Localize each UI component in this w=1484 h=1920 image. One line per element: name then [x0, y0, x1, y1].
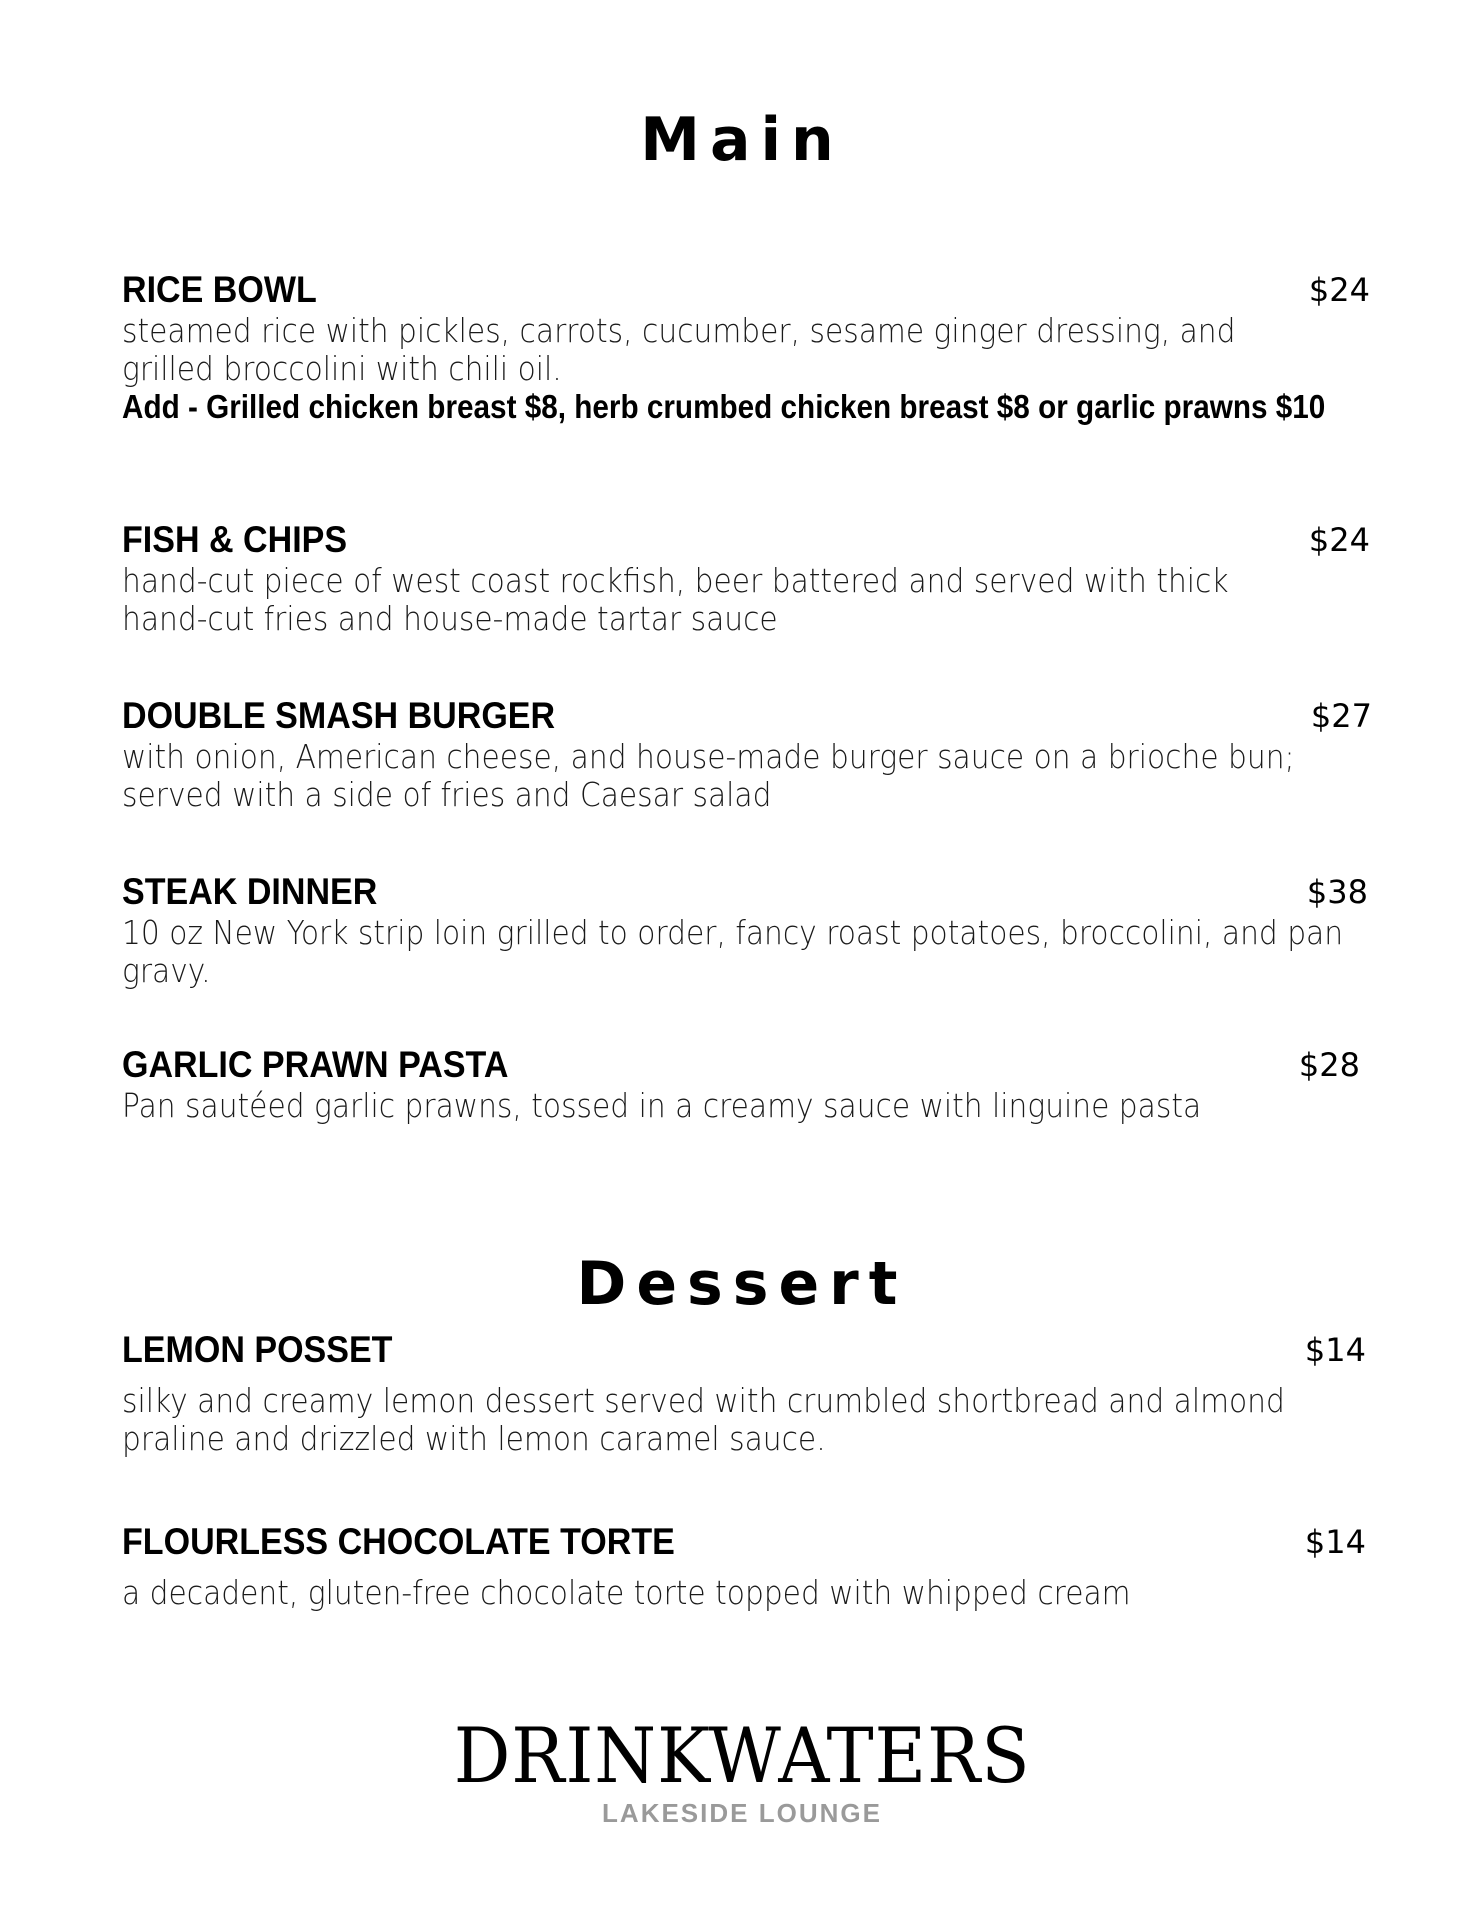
- item-price: $28: [1298, 1046, 1360, 1084]
- item-name: GARLIC PRAWN PASTA: [122, 1044, 509, 1085]
- item-name: DOUBLE SMASH BURGER: [122, 695, 556, 736]
- menu-item-flourless-chocolate-torte: [122, 1520, 1366, 1612]
- item-description: steamed rice with pickles, carrots, cucumber, sesame ginger dressing, and grilled broccolini with chili oil.: [122, 311, 1236, 388]
- item-price: $14: [1304, 1331, 1366, 1369]
- menu-item-lemon-posset: [122, 1328, 1366, 1458]
- menu-item-double-smash-burger: [122, 694, 1372, 814]
- item-name: LEMON POSSET: [122, 1329, 393, 1370]
- item-description: Pan sautéed garlic prawns, tossed in a creamy sauce with linguine pasta: [122, 1086, 1202, 1125]
- item-description: hand-cut piece of west coast rockfish, beer battered and served with thick hand-cut fries and house-made tartar sauce: [122, 561, 1229, 638]
- item-price: $27: [1310, 697, 1372, 735]
- brand-logo: [0, 1711, 1484, 1828]
- item-price: $24: [1308, 521, 1370, 559]
- section-title-main: Main: [640, 105, 844, 175]
- item-name: FLOURLESS CHOCOLATE TORTE: [122, 1521, 675, 1562]
- menu-item-steak-dinner: [122, 870, 1368, 990]
- section-title-dessert: Dessert: [576, 1249, 908, 1319]
- item-name: FISH & CHIPS: [122, 519, 348, 560]
- logo-wordmark: DRINKWATERS: [453, 1711, 1031, 1800]
- menu-item-garlic-prawn-pasta: [122, 1043, 1362, 1125]
- logo-tagline: LAKESIDE LOUNGE: [602, 1798, 882, 1828]
- item-price: $24: [1308, 271, 1370, 309]
- menu-item-fish-and-chips: [122, 518, 1370, 638]
- item-price: $38: [1306, 873, 1368, 911]
- item-description: with onion, American cheese, and house-made burger sauce on a brioche bun; served with a side of fries and Caesar salad: [122, 737, 1295, 814]
- item-description: 10 oz New York strip loin grilled to order, fancy roast potatoes, broccolini, and pan gravy.: [122, 913, 1344, 990]
- menu-item-rice-bowl: [122, 268, 1370, 426]
- item-name: STEAK DINNER: [122, 871, 378, 912]
- item-addon: Add - Grilled chicken breast $8, herb crumbed chicken breast $8 or garlic prawns $10: [122, 388, 1326, 425]
- item-description: silky and creamy lemon dessert served with crumbled shortbread and almond praline and drizzled with lemon caramel sauce.: [122, 1381, 1285, 1458]
- item-description: a decadent, gluten-free chocolate torte topped with whipped cream: [122, 1573, 1131, 1612]
- item-name: RICE BOWL: [122, 269, 317, 310]
- item-price: $14: [1304, 1523, 1366, 1561]
